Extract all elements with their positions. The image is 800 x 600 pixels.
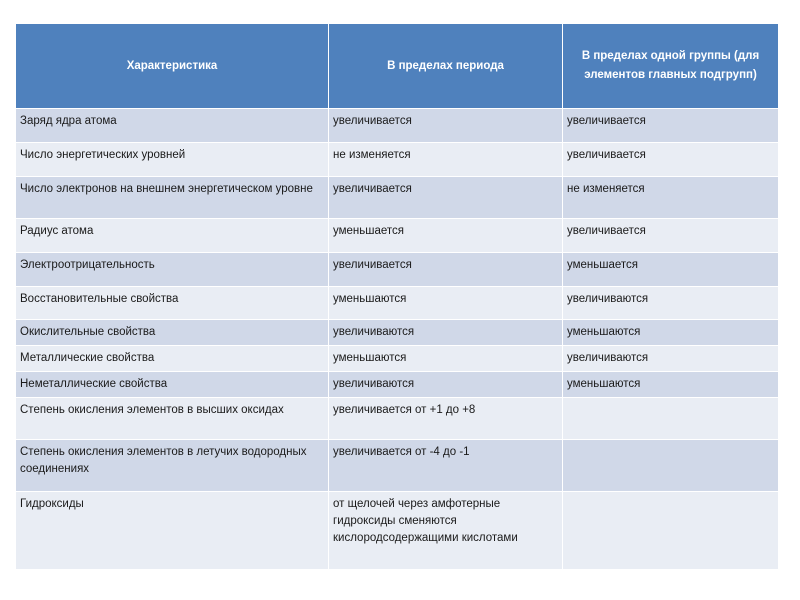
table-row — [16, 109, 779, 143]
table-header — [16, 24, 779, 109]
cell-period: уменьшаются — [329, 287, 563, 320]
table-row — [16, 440, 779, 492]
table-body — [16, 109, 779, 570]
cell-group — [563, 492, 779, 570]
header-row — [16, 24, 779, 109]
table-row — [16, 219, 779, 253]
table-row — [16, 143, 779, 177]
cell-characteristic: Металлические свойства — [16, 346, 329, 372]
table-row — [16, 372, 779, 398]
cell-group: уменьшаются — [563, 320, 779, 346]
header-characteristic: Характеристика — [16, 24, 329, 109]
cell-group: уменьшается — [563, 253, 779, 287]
header-group: В пределах одной группы (для элементов главных подгрупп) — [563, 24, 779, 109]
header-period: В пределах периода — [329, 24, 563, 109]
cell-period: уменьшается — [329, 219, 563, 253]
periodic-trends-table — [15, 23, 779, 570]
cell-group: увеличивается — [563, 219, 779, 253]
cell-characteristic: Неметаллические свойства — [16, 372, 329, 398]
cell-period: от щелочей через амфотерные гидроксиды сменяются кислородсодержащими кислотами — [329, 492, 563, 570]
table-row — [16, 492, 779, 570]
cell-characteristic: Радиус атома — [16, 219, 329, 253]
cell-characteristic: Степень окисления элементов в высших оксидах — [16, 398, 329, 440]
cell-period: увеличивается от +1 до +8 — [329, 398, 563, 440]
cell-characteristic: Гидроксиды — [16, 492, 329, 570]
cell-group: не изменяется — [563, 177, 779, 219]
cell-period: увеличиваются — [329, 372, 563, 398]
cell-period: увеличивается от -4 до -1 — [329, 440, 563, 492]
cell-period: увеличивается — [329, 253, 563, 287]
cell-group: увеличиваются — [563, 346, 779, 372]
table-row — [16, 398, 779, 440]
cell-characteristic: Восстановительные свойства — [16, 287, 329, 320]
table-row — [16, 320, 779, 346]
cell-period: не изменяется — [329, 143, 563, 177]
table-row — [16, 287, 779, 320]
cell-characteristic: Окислительные свойства — [16, 320, 329, 346]
table-row — [16, 346, 779, 372]
cell-characteristic: Заряд ядра атома — [16, 109, 329, 143]
cell-group: увеличиваются — [563, 287, 779, 320]
cell-group: увеличивается — [563, 109, 779, 143]
cell-characteristic: Электроотрицательность — [16, 253, 329, 287]
cell-group — [563, 440, 779, 492]
cell-characteristic: Число электронов на внешнем энергетическом уровне — [16, 177, 329, 219]
cell-period: увеличивается — [329, 177, 563, 219]
cell-group: увеличивается — [563, 143, 779, 177]
cell-period: уменьшаются — [329, 346, 563, 372]
cell-period: увеличивается — [329, 109, 563, 143]
cell-group: уменьшаются — [563, 372, 779, 398]
table-row — [16, 177, 779, 219]
cell-group — [563, 398, 779, 440]
cell-characteristic: Степень окисления элементов в летучих водородных соединениях — [16, 440, 329, 492]
table-row — [16, 253, 779, 287]
cell-characteristic: Число энергетических уровней — [16, 143, 329, 177]
cell-period: увеличиваются — [329, 320, 563, 346]
